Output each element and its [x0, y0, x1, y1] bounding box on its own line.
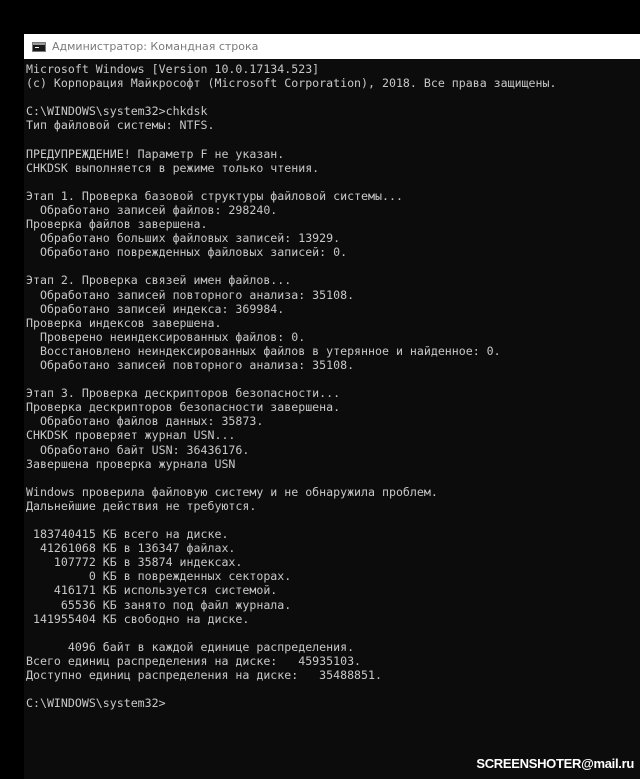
console-line: C:\WINDOWS\system32>: [26, 696, 166, 711]
cmd-icon: [32, 42, 46, 52]
console-line: Проверка дескрипторов безопасности завершена.: [26, 400, 341, 415]
title-bar[interactable]: [24, 34, 640, 59]
console-line: Проверка индексов завершена.: [26, 315, 222, 330]
console-line: [26, 90, 638, 104]
console-line: Обработано файлов данных: 35873.: [26, 414, 264, 429]
console-line: Проверка файлов завершена.: [26, 217, 208, 232]
console-line: 41261068 КБ в 136347 файлах.: [26, 541, 236, 556]
console-line: [26, 682, 638, 696]
console-line: Обработано записей повторного анализа: 35108.: [26, 357, 355, 372]
console-line: 65536 КБ занято под файл журнала.: [26, 597, 292, 612]
console-line: ПРЕДУПРЕЖДЕНИЕ! Параметр F не указан.: [26, 146, 285, 161]
console-line: [26, 513, 638, 527]
console-line: Этап 3. Проверка дескрипторов безопасности...: [26, 386, 341, 401]
console-line: [26, 132, 638, 146]
console-line: CHKDSK проверяет журнал USN...: [26, 428, 236, 443]
console-line: Этап 1. Проверка базовой структуры файловой системы...: [26, 188, 403, 203]
console-line: 4096 байт в каждой единице распределения.: [26, 639, 355, 654]
watermark: SCREENSHOTER@mail.ru: [476, 756, 634, 771]
console-line: Завершена проверка журнала USN: [26, 456, 236, 471]
console-line: Обработано записей повторного анализа: 35108.: [26, 287, 355, 302]
console-line: Проверено неиндексированных файлов: 0.: [26, 329, 306, 344]
window-title: Администратор: Командная строка: [52, 40, 259, 53]
console-line: Всего единиц распределения на диске: 45935103.: [26, 653, 362, 668]
console-line: (c) Корпорация Майкрософт (Microsoft Corporation), 2018. Все права защищены.: [26, 76, 557, 91]
console-line: 107772 КБ в 35874 индексах.: [26, 555, 243, 570]
console-line: C:\WINDOWS\system32>chkdsk: [26, 104, 208, 119]
console-line: Обработано поврежденных файловых записей: 0.: [26, 245, 348, 260]
console-line: Доступно единиц распределения на диске: 35488851.: [26, 668, 382, 683]
console-line: [26, 259, 638, 273]
console-line: CHKDSK выполняется в режиме только чтения.: [26, 160, 320, 175]
console-line: Обработано записей файлов: 298240.: [26, 202, 278, 217]
console-line: [26, 372, 638, 386]
console-line: [26, 471, 638, 485]
console-line: Тип файловой системы: NTFS.: [26, 118, 215, 133]
console-line: Восстановлено неиндексированных файлов в утерянное и найденное: 0.: [26, 343, 501, 358]
console-line: Обработано записей индекса: 369984.: [26, 301, 285, 316]
console-line: Обработано больших файловых записей: 13929.: [26, 231, 341, 246]
console-output[interactable]: [26, 62, 638, 762]
console-line: 183740415 КБ всего на диске.: [26, 527, 229, 542]
console-line: Этап 2. Проверка связей имен файлов...: [26, 273, 292, 288]
console-line: Обработано байт USN: 36436176.: [26, 442, 250, 457]
console-line: [26, 626, 638, 640]
console-line: [26, 175, 638, 189]
console-line: 416171 КБ используется системой.: [26, 583, 278, 598]
console-line: 0 КБ в поврежденных секторах.: [26, 569, 292, 584]
console-line: 141955404 КБ свободно на диске.: [26, 611, 250, 626]
console-line: Microsoft Windows [Version 10.0.17134.523]: [26, 62, 320, 76]
console-line: Windows проверила файловую систему и не обнаружила проблем.: [26, 484, 438, 499]
console-line: Дальнейшие действия не требуются.: [26, 498, 257, 513]
command-prompt-window[interactable]: [24, 34, 640, 779]
